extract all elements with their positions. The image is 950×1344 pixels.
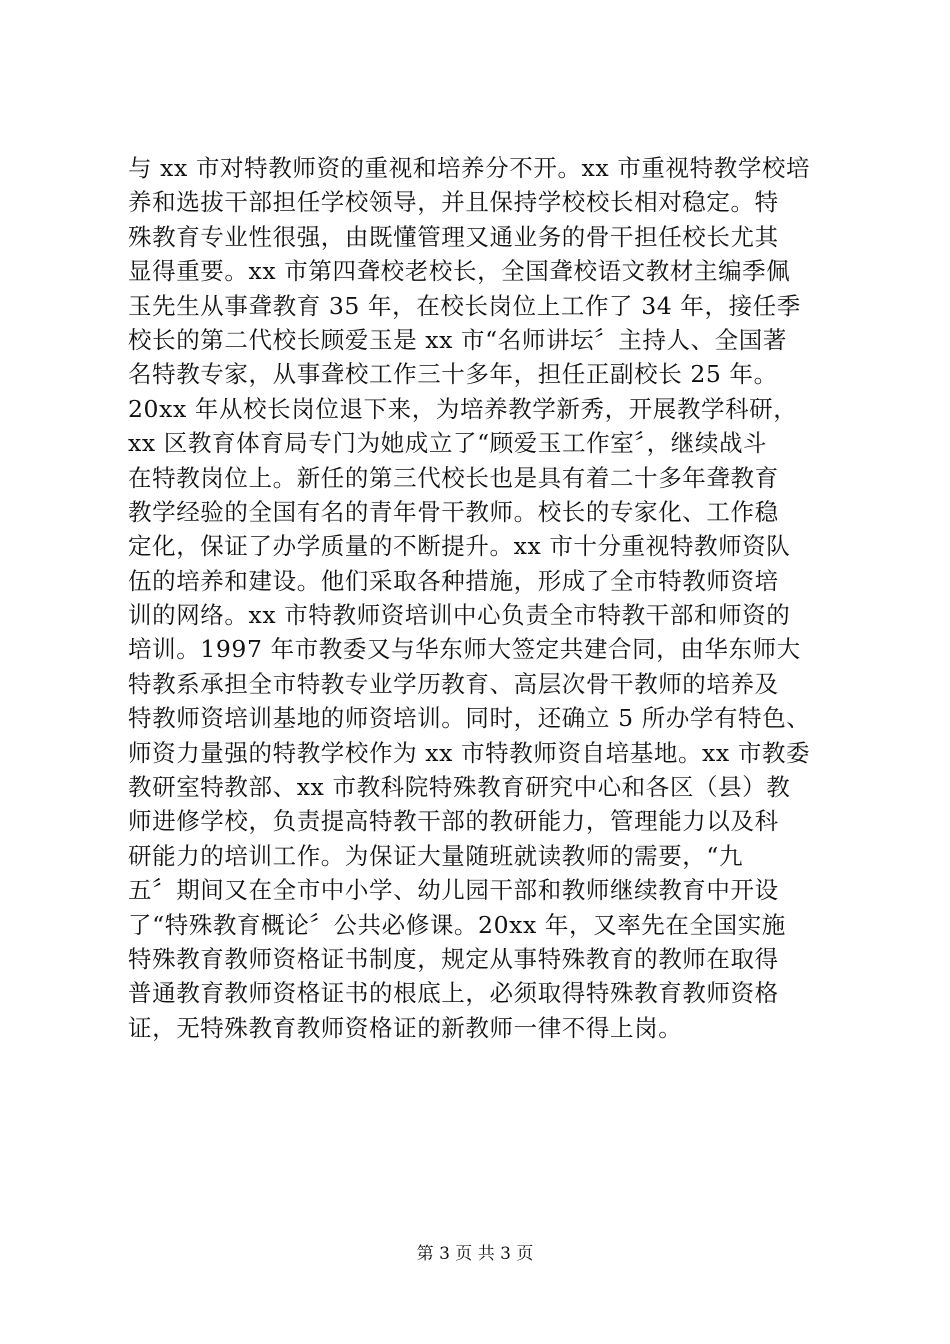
text-line: 训的网络。xx 市特教师资培训中心负责全市特教干部和师资的 — [128, 601, 791, 630]
text-line: 特殊教育教师资格证书制度，规定从事特殊教育的教师在取得 — [128, 944, 779, 973]
text-line: 普通教育教师资格证书的根底上，必须取得特殊教育教师资格 — [128, 979, 779, 1008]
text-line: 显得重要。xx 市第四聋校老校长，全国聋校语文教材主编季佩 — [128, 257, 791, 286]
body-paragraph — [128, 151, 828, 1045]
text-line: 20xx 年从校长岗位退下来，为培养教学新秀，开展教学科研， — [128, 394, 798, 423]
text-line: 与 xx 市对特教师资的重视和培养分不开。xx 市重视特教学校培 — [128, 154, 811, 182]
text-line: 师进修学校，负责提高特教干部的教研能力，管理能力以及科 — [128, 807, 779, 836]
page-number-footer: 第 3 页 共 3 页 — [416, 1244, 534, 1264]
text-line: 定化，保证了办学质量的不断提升。xx 市十分重视特教师资队 — [128, 532, 791, 561]
text-line: 教学经验的全国有名的青年骨干教师。校长的专家化、工作稳 — [128, 497, 779, 526]
text-line: 培训。1997 年市教委又与华东师大签定共建合同，由华东师大 — [128, 635, 801, 664]
text-line: 证，无特殊教育教师资格证的新教师一律不得上岗。 — [128, 1013, 683, 1042]
text-line: 玉先生从事聋教育 35 年，在校长岗位上工作了 34 年，接任季 — [128, 291, 801, 320]
text-line: 校长的第二代校长顾爱玉是 xx 市“名师讲坛〞主持人、全国著 — [128, 325, 787, 354]
text-line: 殊教育专业性很强，由既懂管理又通业务的骨干担任校长尤其 — [128, 222, 779, 251]
text-line: 养和选拔干部担任学校领导，并且保持学校校长相对稳定。特 — [128, 188, 779, 217]
text-line: xx 区教育体育局专门为她成立了“顾爱玉工作室〞，继续战斗 — [128, 429, 768, 458]
text-line: 在特教岗位上。新任的第三代校长也是具有着二十多年聋教育 — [128, 463, 779, 492]
text-line: 研能力的培训工作。为保证大量随班就读教师的需要，“九 — [128, 841, 744, 870]
text-line: 五〞期间又在全市中小学、幼儿园干部和教师继续教育中开设 — [128, 876, 779, 905]
text-line: 教研室特教部、xx 市教科院特殊教育研究中心和各区（县）教 — [128, 773, 791, 802]
text-line: 特教师资培训基地的师资培训。同时，还确立 5 所办学有特色、 — [128, 704, 811, 733]
text-line: 名特教专家，从事聋校工作三十多年，担任正副校长 25 年。 — [128, 360, 778, 389]
text-line: 了“特殊教育概论〞公共必修课。20xx 年，又率先在全国实施 — [128, 910, 786, 939]
text-line: 特教系承担全市特教专业学历教育、高层次骨干教师的培养及 — [128, 669, 779, 698]
text-line: 伍的培养和建设。他们采取各种措施，形成了全市特教师资培 — [128, 566, 779, 595]
text-line: 师资力量强的特教学校作为 xx 市特教师资自培基地。xx 市教委 — [128, 738, 811, 767]
